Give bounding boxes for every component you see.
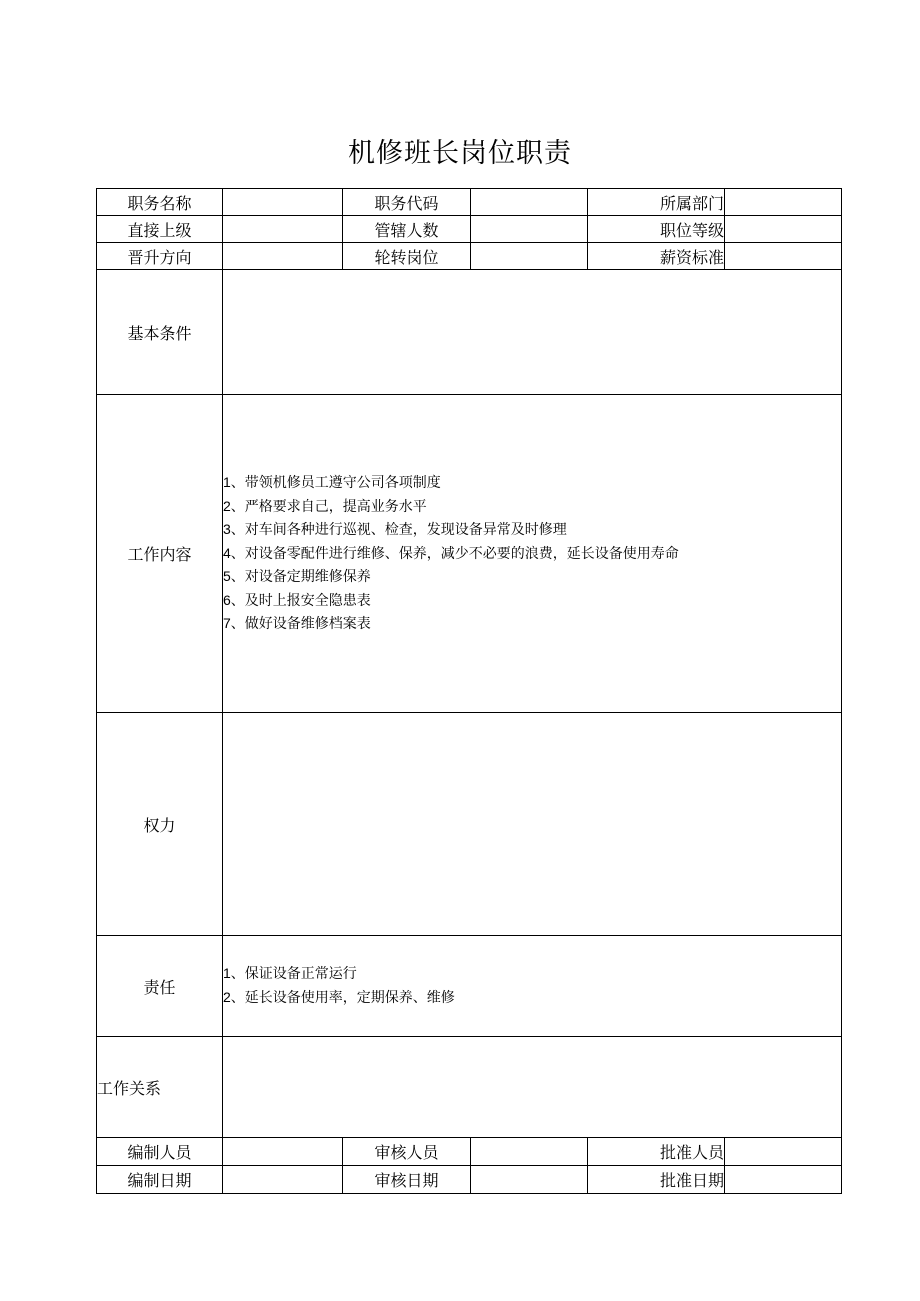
field-label-direct-superior: 直接上级 [97,216,223,243]
field-label-promotion-path: 晋升方向 [97,243,223,270]
section-content-authority[interactable] [223,713,842,936]
field-value-subordinate-count[interactable] [471,216,588,243]
field-label-prepared-date: 编制日期 [97,1166,223,1194]
field-label-subordinate-count: 管辖人数 [343,216,471,243]
field-value-prepared-date[interactable] [223,1166,343,1194]
section-content-work-content[interactable] [223,395,842,713]
section-label-responsibility: 责任 [97,936,223,1037]
field-label-position-code: 职务代码 [343,189,471,216]
field-label-reviewed-date: 审核日期 [343,1166,471,1194]
section-row-responsibility [97,936,842,1037]
section-label-work-relations: 工作关系 [97,1037,223,1138]
field-value-reviewed-by[interactable] [471,1138,588,1166]
section-row-authority [97,713,842,936]
field-label-salary-standard: 薪资标准 [588,243,725,270]
field-label-approved-date: 批准日期 [588,1166,725,1194]
footer-row [97,1166,842,1194]
section-row-work-content [97,395,842,713]
section-content-basic-conditions[interactable] [223,270,842,395]
section-content-responsibility[interactable] [223,936,842,1037]
field-value-promotion-path[interactable] [223,243,343,270]
field-label-prepared-by: 编制人员 [97,1138,223,1166]
header-row [97,189,842,216]
section-label-basic-conditions: 基本条件 [97,270,223,395]
responsibility-list [223,962,841,1009]
section-row-basic-conditions [97,270,842,395]
section-content-work-relations[interactable] [223,1037,842,1138]
section-label-authority: 权力 [97,713,223,936]
list-item: 7、做好设备维修档案表 [223,615,371,633]
field-label-reviewed-by: 审核人员 [343,1138,471,1166]
field-value-position-name[interactable] [223,189,343,216]
field-value-department[interactable] [725,189,842,216]
field-value-direct-superior[interactable] [223,216,343,243]
field-label-department: 所属部门 [588,189,725,216]
list-item: 3、对车间各种进行巡视、检查，发现设备异常及时修理 [223,521,567,539]
list-item: 6、及时上报安全隐患表 [223,591,371,609]
work-content-list [223,471,841,636]
field-value-approved-date[interactable] [725,1166,842,1194]
field-value-reviewed-date[interactable] [471,1166,588,1194]
list-item: 1、带领机修员工遵守公司各项制度 [223,473,441,491]
list-item: 4、对设备零配件进行维修、保养，减少不必要的浪费，延长设备使用寿命 [223,544,679,562]
field-value-approved-by[interactable] [725,1138,842,1166]
footer-row [97,1138,842,1166]
field-value-position-grade[interactable] [725,216,842,243]
header-row [97,216,842,243]
field-value-rotation-post[interactable] [471,243,588,270]
field-label-approved-by: 批准人员 [588,1138,725,1166]
section-row-work-relations [97,1037,842,1138]
list-item: 2、严格要求自己，提高业务水平 [223,497,427,515]
field-label-rotation-post: 轮转岗位 [343,243,471,270]
field-value-salary-standard[interactable] [725,243,842,270]
list-item: 1、保证设备正常运行 [223,965,357,983]
field-label-position-name: 职务名称 [97,189,223,216]
field-label-position-grade: 职位等级 [588,216,725,243]
section-label-work-content: 工作内容 [97,395,223,713]
field-value-position-code[interactable] [471,189,588,216]
header-row [97,243,842,270]
job-description-table [96,188,842,1194]
list-item: 2、延长设备使用率，定期保养、维修 [223,989,455,1006]
list-item: 5、对设备定期维修保养 [223,568,371,586]
document-title: 机修班长岗位职责 [348,138,572,169]
field-value-prepared-by[interactable] [223,1138,343,1166]
